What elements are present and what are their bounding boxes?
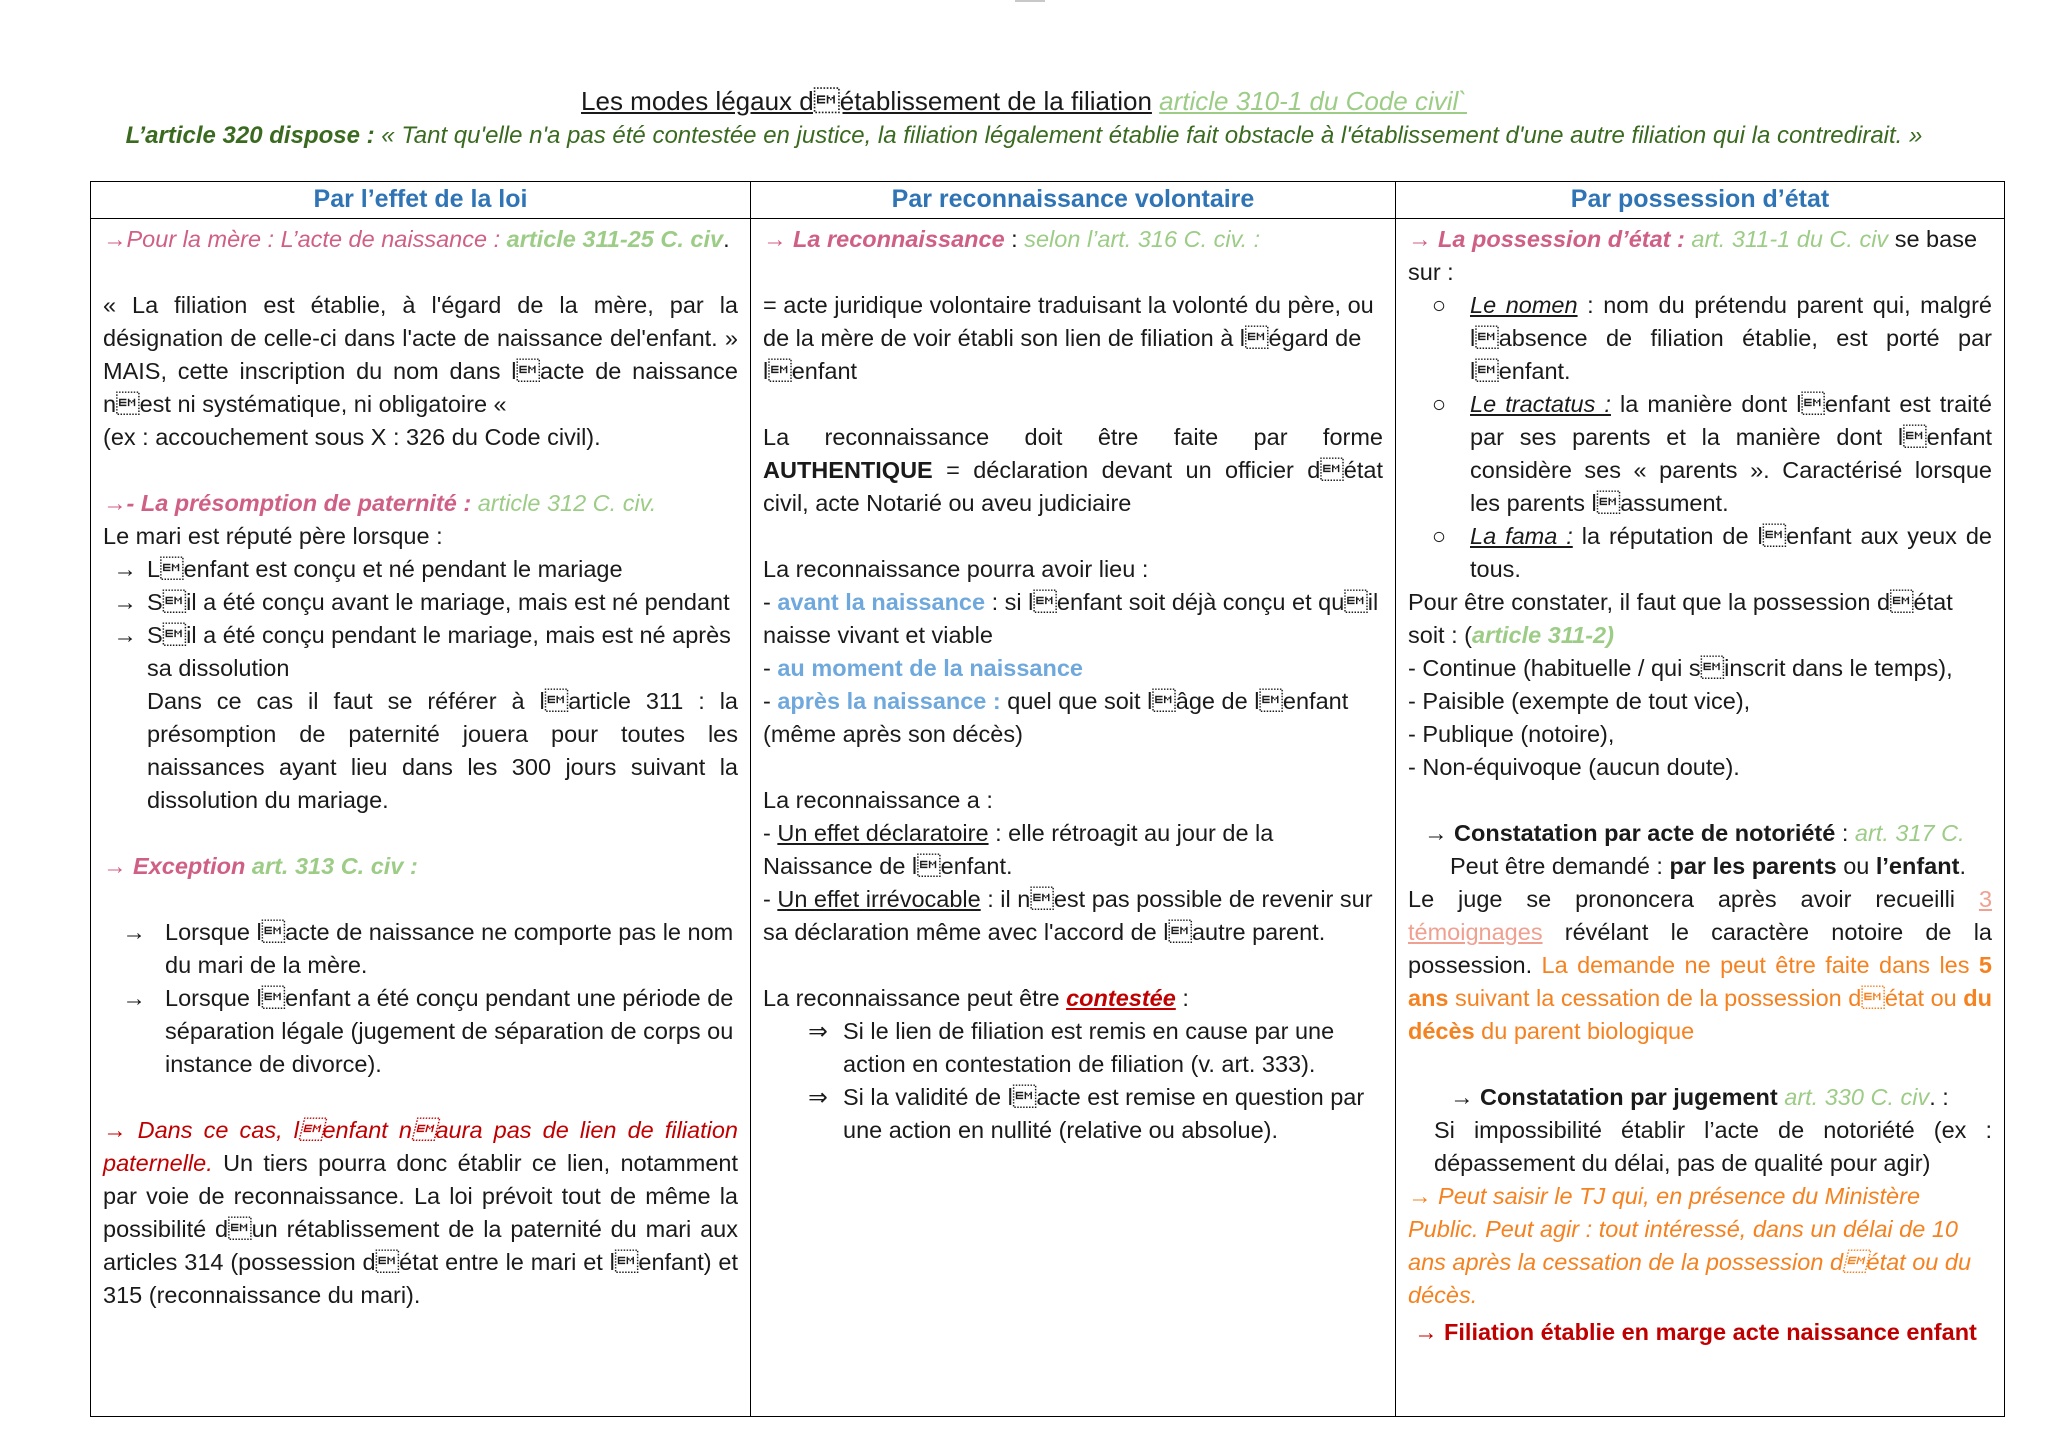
presomption-note: Dans ce cas il faut se référer à larticle 311 : la présomption de paternité jouera pour toutes les naissances ayant lieu dans les 300 jours suivant la dissolution du mariage. [147,688,738,813]
top-mark [1015,0,1045,2]
column-header-loi: Par l’effet de la loi [91,182,751,219]
column-header-possession: Par possession d’état [1396,182,2005,219]
page-title [0,84,2048,118]
reconnaissance-definition: = acte juridique volontaire traduisant la volonté du père, ou de la mère de voir établi son lien de filiation à légard de lenfant [763,292,1374,384]
condition-non-equivoque: - Non-équivoque (aucun doute). [1408,754,1740,780]
arrow-icon: → [1424,820,1448,846]
jugement-text: Si impossibilité établir l’acte de notoriété (ex : dépassement du délai, pas de qualité pour agir) [1434,1117,1992,1176]
title-main: Les modes légaux détablissement de la filiation [581,86,1152,116]
table-body-row [91,219,2005,1417]
list-item: → Lorsque lenfant a été conçu pendant une période de séparation légale (jugement de séparation de corps ou instance de divorce). [103,982,738,1081]
forme-authentique: La reconnaissance doit être faite par forme AUTHENTIQUE = déclaration devant un officier détat civil, acte Notarié ou aveu judiciaire [763,424,1383,516]
circle-bullet-icon: ○ [1431,391,1447,417]
effet-irrevocable: - Un effet irrévocable : il nest pas possible de revenir sur sa déclaration même avec l'accord de lautre parent. [763,886,1373,945]
circle-bullet-icon: ○ [1431,523,1447,549]
conditions-intro: Pour être constater, il faut que la possession détat soit : (article 311-2) [1408,589,1953,648]
column-reconnaissance [751,219,1396,1417]
jugement-heading: → Constatation par jugement art. 330 C. civ. : [1450,1084,1949,1110]
list-item: ⇒ Si la validité de lacte est remise en question par une action en nullité (relative ou absolue). [763,1081,1383,1147]
contestation-intro: La reconnaissance peut être contestée : [763,985,1189,1011]
notoriete-heading: → Constatation par acte de notoriété : art. 317 C. [1424,820,1965,846]
quote-lead: L’article 320 dispose : [125,122,375,149]
mere-heading: →Pour la mère : L’acte de naissance : article 311-25 C. civ. [103,226,730,252]
possession-heading: → La possession d’état : art. 311-1 du C. civ se base sur : [1408,226,1978,285]
arrow-icon: → [122,919,146,945]
quote-text: « Tant qu'elle n'a pas été contestée en justice, la filiation légalement établie fait obstacle à l'établissement d'une autre filiation qui la contredirait. » [381,122,1923,149]
column-header-reconnaissance: Par reconnaissance volontaire [751,182,1396,219]
lieu-apres: - après la naissance : quel que soit lâge de lenfant (même après son décès) [763,688,1349,747]
filiation-table [90,181,2005,1417]
conclusion-text: → Dans ce cas, lenfant naura pas de lien de filiation paternelle. Un tiers pourra donc établir ce lien, notamment par voie de reconnaissance. La loi prévoit tout de même la possibilité dun rétablissement de la paternité du mari aux articles 314 (possession détat entre le mari et lenfant) et 315 (reconnaissance du mari). [103,1117,738,1308]
condition-publique: - Publique (notoire), [1408,721,1615,747]
double-arrow-icon: ⇒ [808,1018,828,1044]
effet-intro: La reconnaissance a : [763,787,993,813]
lieu-intro: La reconnaissance pourra avoir lieu : [763,556,1149,582]
list-item: ⇒ Si le lien de filiation est remis en cause par une action en contestation de filiation (v. art. 333). [763,1015,1383,1081]
jugement-saisine: → Peut saisir le TJ qui, en présence du Ministère Public. Peut agir : tout intéressé, dans un délai de 10 ans après la cessation de la possession détat ou du décès. [1408,1183,1972,1308]
column-possession [1396,219,2005,1417]
mere-example: (ex : accouchement sous X : 326 du Code civil). [103,424,601,450]
exception-heading: → Exception art. 313 C. civ : [103,853,418,879]
column-loi [91,219,751,1417]
list-item: ○ Le tractatus : la manière dont lenfant est traité par ses parents et la manière dont lenfant considère ses « parents ». Caractérisé lorsque les parents lassument. [1408,388,1992,520]
lieu-avant: - avant la naissance : si lenfant soit déjà conçu et quil naisse vivant et viable [763,589,1379,648]
list-item: → Lorsque lacte de naissance ne comporte pas le nom du mari de la mère. [103,916,738,982]
arrow-icon: → [1450,1084,1474,1110]
condition-continue: - Continue (habituelle / qui sinscrit dans le temps), [1408,655,1953,681]
list-item: → Sil a été conçu pendant le mariage, mais est né après sa dissolution [103,619,738,685]
presomption-heading: →- La présomption de paternité : article 312 C. civ. [103,490,657,516]
list-item: ○ La fama : la réputation de lenfant aux yeux de tous. [1408,520,1992,586]
double-arrow-icon: ⇒ [808,1084,828,1110]
notoriete-juge: Le juge se prononcera après avoir recueilli 3 témoignages révélant le caractère notoire de la possession. La demande ne peut être faite dans les 5 ans suivant la cessation de la possession détat ou du décès du parent biologique [1408,886,1993,1044]
list-item: ○ Le nomen : nom du prétendu parent qui, malgré labsence de filiation établie, est porté par lenfant. [1408,289,1992,388]
arrow-icon: → [122,985,146,1011]
condition-paisible: - Paisible (exempte de tout vice), [1408,688,1751,714]
arrow-icon: → [113,622,137,648]
mere-text: « La filiation est établie, à l'égard de la mère, par la désignation de celle-ci dans l'acte de naissance del'enfant. » MAIS, cette inscription du nom dans lacte de naissance nest ni systématique, ni obligatoire « [103,292,738,417]
title-reference: article 310-1 du Code civil` [1159,86,1467,116]
effet-declaratoire: - Un effet déclaratoire : elle rétroagit au jour de la Naissance de lenfant. [763,820,1274,879]
notoriete-demande: Peut être demandé : par les parents ou l’enfant. [1450,853,1966,879]
reconnaissance-heading: → La reconnaissance : selon l’art. 316 C. civ. : [763,226,1261,252]
list-item: → Lenfant est conçu et né pendant le mariage [103,553,738,586]
table-header-row [91,182,2005,219]
presomption-intro: Le mari est réputé père lorsque : [103,523,443,549]
article-quote [0,120,2048,152]
arrow-icon: → [113,556,137,582]
circle-bullet-icon: ○ [1431,292,1447,318]
list-item: → Sil a été conçu avant le mariage, mais est né pendant [103,586,738,619]
arrow-icon: → [113,589,137,615]
lieu-moment: - au moment de la naissance [763,655,1083,681]
filiation-etablie: → Filiation établie en marge acte naissance enfant [1414,1319,1977,1345]
